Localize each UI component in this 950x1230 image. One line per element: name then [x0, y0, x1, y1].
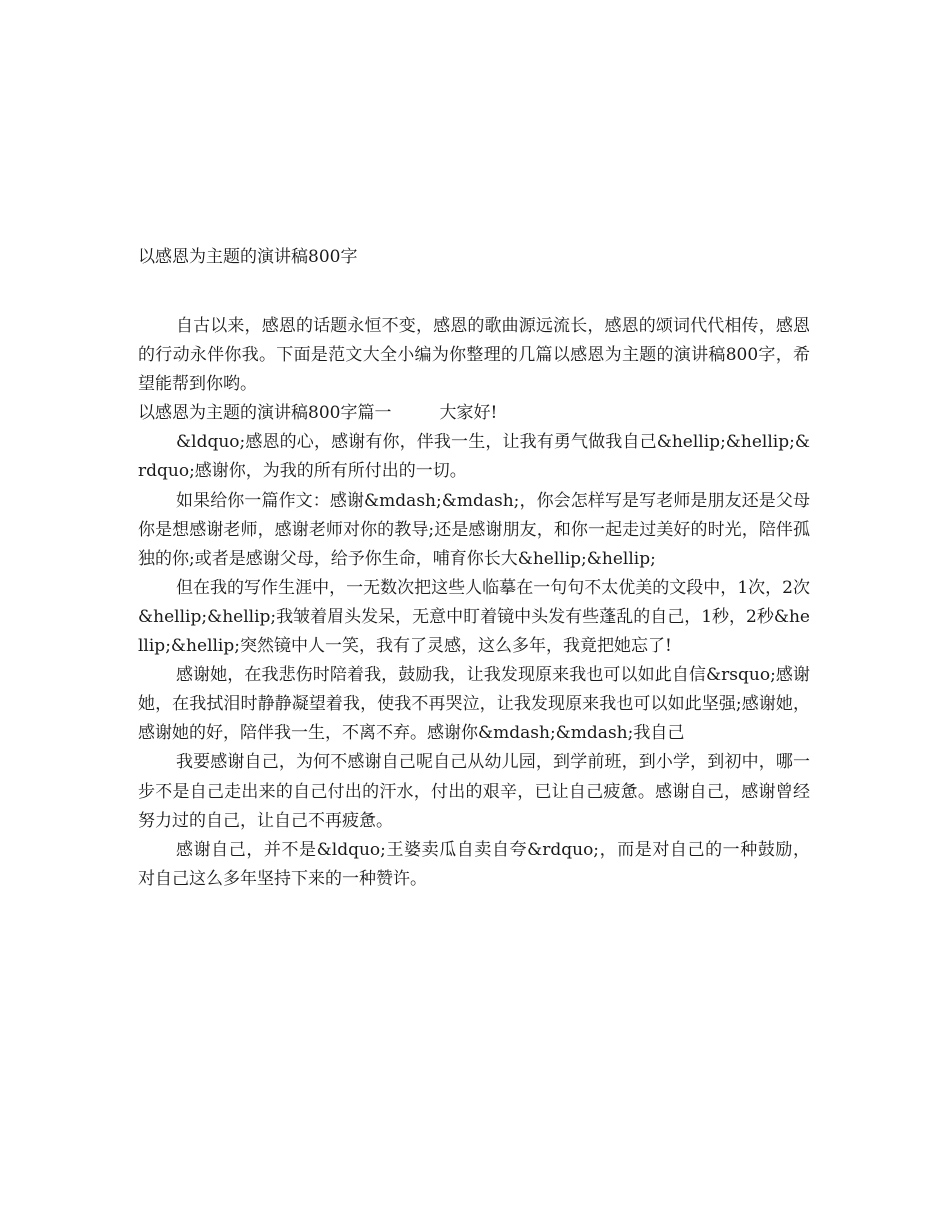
body-paragraph: &ldquo;感恩的心，感谢有你，伴我一生，让我有勇气做我自己&hellip;&hellip;&rdquo;感谢你，为我的所有所付出的一切。 [138, 432, 810, 482]
body-paragraph: 我要感谢自己，为何不感谢自己呢自己从幼儿园，到学前班，到小学，到初中，哪一步不是自己走出来的自己付出的汗水，付出的艰辛，已让自己疲惫。感谢自己，感谢曾经努力过的自己，让自己不再疲惫。 [138, 752, 810, 831]
body-paragraph: 感谢她，在我悲伤时陪着我，鼓励我，让我发现原来我也可以如此自信&rsquo;感谢她，在我拭泪时静静凝望着我，使我不再哭泣，让我发现原来我也可以如此坚强;感谢她，感谢她的好，陪伴我一生，不离不弃。感谢你&mdash;&mdash;我自己 [138, 665, 810, 744]
intro-paragraph: 自古以来，感恩的话题永恒不变，感恩的歌曲源远流长，感恩的颂词代代相传，感恩的行动永伴你我。下面是范文大全小编为你整理的几篇以感恩为主题的演讲稿800字，希望能帮到你哟。 [138, 316, 810, 395]
body-paragraph: 感谢自己，并不是&ldquo;王婆卖瓜自卖自夸&rdquo;，而是对自己的一种鼓励，对自己这么多年坚持下来的一种赞许。 [138, 839, 810, 889]
body-paragraph: 但在我的写作生涯中，一无数次把这些人临摹在一句句不太优美的文段中，1次，2次&hellip;&hellip;我皱着眉头发呆，无意中盯着镜中头发有些蓬乱的自己，1秒，2秒&hellip;&hellip;突然镜中人一笑，我有了灵感，这么多年，我竟把她忘了! [138, 577, 810, 657]
document-body [138, 312, 810, 894]
greeting: 大家好! [439, 403, 498, 424]
section-heading-line [138, 399, 810, 428]
document-title: 以感恩为主题的演讲稿800字 [138, 247, 358, 267]
section-heading: 以感恩为主题的演讲稿800字篇一 [138, 403, 392, 424]
body-paragraph: 如果给你一篇作文：感谢&mdash;&mdash;，你会怎样写是写老师是朋友还是父母你是想感谢老师，感谢老师对你的教导;还是感谢朋友，和你一起走过美好的时光，陪伴孤独的你;或者是感谢父母，给予你生命，哺育你长大&hellip;&hellip; [138, 490, 810, 569]
document-page [138, 0, 810, 1230]
